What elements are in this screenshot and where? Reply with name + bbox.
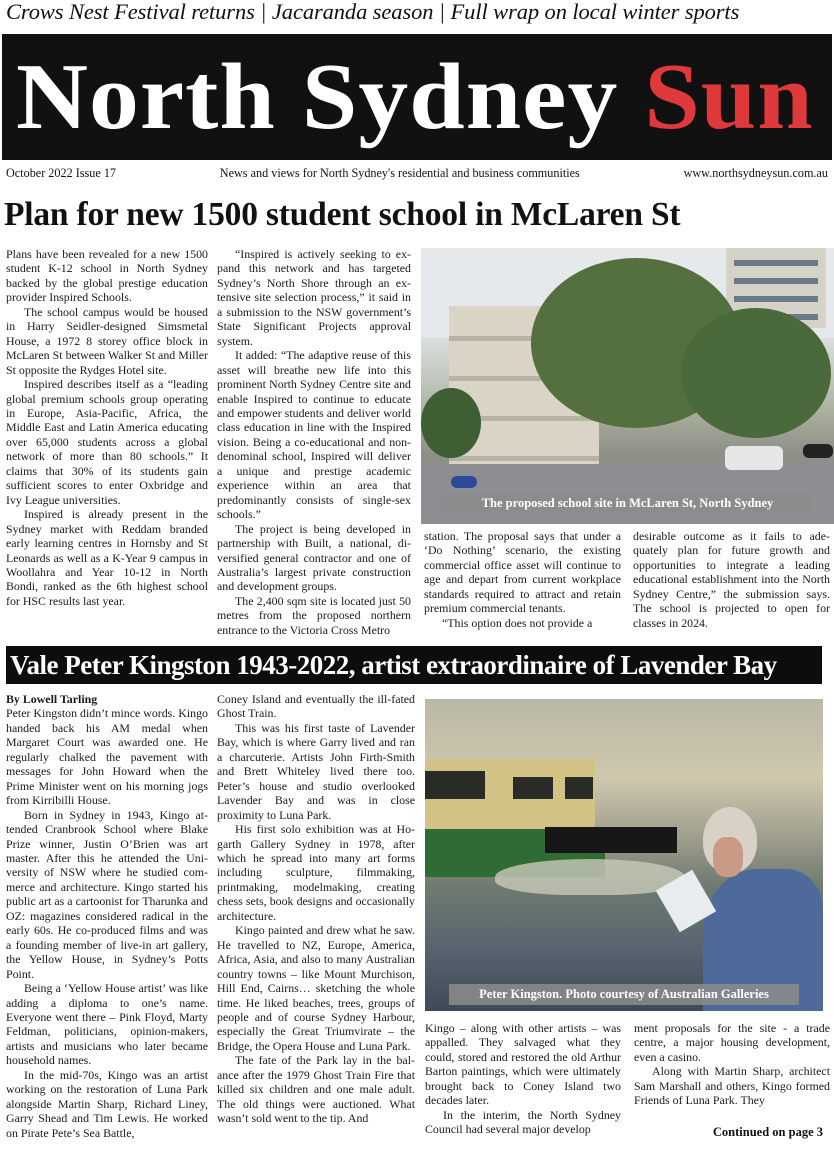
photo-tree — [421, 388, 481, 458]
photo-car — [803, 444, 833, 458]
photo-caption: Peter Kingston. Photo courtesy of Australian Galleries — [449, 984, 799, 1005]
title-main: North Sydney — [16, 45, 645, 149]
website-link[interactable]: www.northsydneysun.com.au — [683, 166, 828, 180]
paragraph: Along with Martin Sharp, architect Sam Marshall and others, Kingo formed Friends of Luna Park. They — [634, 1064, 830, 1108]
school-site-photo — [421, 248, 834, 524]
article1-column-2 — [217, 247, 411, 637]
article2-column-3 — [425, 1021, 621, 1137]
paragraph: The fate of the Park lay in the balance after the 1979 Ghost Train Fire that killed six children and one male adult. The old things were auctioned. What wasn’t sold went to the tip. And — [217, 1053, 415, 1126]
photo-tree — [681, 308, 831, 438]
paragraph: Plans have been revealed for a new 1500 student K-12 school in North Sydney backed by the global prestige education provider Inspired Schools. — [6, 247, 208, 305]
article2-headline: Vale Peter Kingston 1943-2022, artist extraordinaire of Lavender Bay — [6, 646, 822, 684]
issue-date: October 2022 Issue 17 — [6, 166, 117, 180]
article2-column-2 — [217, 692, 415, 1126]
paragraph: “This option does not provide a — [442, 615, 593, 630]
paragraph: station. The proposal says that under a ‘Do Nothing’ scenario, the existing commercial office asset will continue to age and depart from current workplace standards required to attract and retain premium commercial tenants. — [424, 529, 621, 616]
article1-headline: Plan for new 1500 student school in McLaren St — [4, 196, 681, 233]
photo-ferry-bow — [545, 827, 677, 853]
byline: By Lowell Tarling — [6, 692, 98, 706]
paragraph: Born in Sydney in 1943, Kingo attended Cranbrook School where Blake Prize winner, Justin O’Brien was art master. After this he attended the University of NSW where he studied commerce and architecture. Kingo started his public art as a cartoonist for Tharunka and OZ: magazines considered radical in the early 60s. He co-produced films and was a founding member of live-in art gallery, the Yellow House, in Sydney’s Potts Point. — [6, 807, 208, 981]
article1-column-4 — [633, 529, 830, 630]
photo-artist-face — [713, 837, 743, 877]
tagline: News and views for North Sydney's residential and business communities — [219, 166, 580, 180]
paragraph: “Inspired is actively seeking to expand this network and has targeted Sydney’s North Shore through an extensive site selection process,” it said in a submission to the NSW government’s State Significant Projects approval system. — [217, 247, 411, 348]
paragraph: The 2,400 sqm site is located just 50 metres from the proposed northern entrance to the Victoria Cross Metro — [217, 593, 411, 637]
photo-caption: The proposed school site in McLaren St, North Sydney — [445, 493, 810, 514]
paragraph: In the interim, the North Sydney Council had several major develop — [425, 1107, 621, 1137]
paragraph: Inspired describes itself as a “leading global premium schools group operating in Europe, Asia-Pacific, Africa, the Middle East and Latin America educating over 65,000 students across a global network of more than 80 schools.” It claims that 30% of its students gain sufficient scores to enter Oxbridge and Ivy League universities. — [6, 377, 208, 507]
paragraph: In the mid-70s, Kingo was an artist working on the restoration of Luna Park alongside Martin Sharp, Richard Liney, Garry Shead and Tim Lewis. He worked on Pirate Pete’s Sea Battle, — [6, 1067, 208, 1140]
paragraph: Coney Island and eventually the ill-fated Ghost Train. — [217, 692, 415, 721]
article1-column-1 — [6, 247, 208, 608]
article2-column-4 — [634, 1021, 830, 1108]
article2-column-1 — [6, 692, 208, 1140]
paragraph: Peter Kingston didn’t mince words. Kingo handed back his AM medal when Margaret Court was awarded one. He regularly chalked the pavement with messages for John Howard when the Prime Minister went on his morning jogs from Kirribilli House. — [6, 706, 208, 808]
paragraph: The project is being developed in partnership with Built, a national, diversified general contractor and one of Australia’s largest private construction and development groups. — [217, 521, 411, 594]
masthead — [2, 34, 832, 160]
paragraph: Kingo – along with other artists – was appalled. They salvaged what they could, stored and restored the old Arthur Barton paintings, which were ultimately brought back to Coney Island two decades later. — [425, 1021, 621, 1108]
paragraph: This was his first taste of Lavender Bay, which is where Garry lived and ran a charcuterie. Artists John Firth-Smith and Brett Whiteley lived there too. Peter’s house and studio overlooked Lavender Bay and was in close proximity to Luna Park. — [217, 720, 415, 822]
newspaper-title — [16, 47, 814, 147]
front-page-teaser: Crows Nest Festival returns | Jacaranda season | Full wrap on local winter sports — [6, 0, 740, 24]
article1-column-3 — [424, 529, 621, 630]
continued-link[interactable]: Continued on page 3 — [712, 1125, 823, 1139]
paragraph: It added: “The adaptive reuse of this asset will breathe new life into this prominent North Sydney Centre site and enable Inspired to continue to educate and empower students and deliver world class education in line with the Inspired vision. Being a co-educational and non-denominal school, Inspired will deliver a unique and prestige academic experience within an area that predominantly consists of single-sex schools.” — [217, 348, 411, 522]
title-accent: Sun — [644, 45, 814, 149]
paragraph: The school campus would be housed in Harry Seidler-designed Simsmetal House, a 1972 8 storey office block in McLaren St between Walker St and Miller St opposite the Rydges Hotel site. — [6, 304, 208, 377]
paragraph: His first solo exhibition was at Hogarth Gallery Sydney in 1978, after which he spread into many art forms including sculpture, filmmaking, printmaking, modelmaking, creating chess sets, book designs and occasionally architecture. — [217, 822, 415, 923]
paragraph: Inspired is already present in the Sydney market with Reddam branded early learning centres in Hornsby and St Leonards as well as a K-Year 9 campus in Woollahra and Year 10-12 in North Bondi, ranked as the 6th highest school for HSC results last year. — [6, 507, 208, 608]
photo-car — [725, 446, 783, 470]
paragraph: Being a ‘Yellow House artist’ was like adding a diploma to one’s name. Everyone went there – Pink Floyd, Marty Feldman, politicians, opinion-makers, artists and musicians who later became household names. — [6, 981, 208, 1068]
paragraph: ment proposals for the site - a trade centre, a major housing development, even a casino. — [634, 1021, 830, 1064]
paragraph: Kingo painted and drew what he saw. He travelled to NZ, Europe, America, Africa, Asia, and also to many Australian country towns – like Mount Murchison, Hill End, Cairns… sketching the whole time. He liked beaches, trees, groups of people and of course Sydney Harbour, especially the Great Triumvirate – the Bridge, the Opera House and Luna Park. — [217, 923, 415, 1053]
info-bar — [6, 165, 828, 181]
paragraph: desirable outcome as it fails to adequately plan for future growth and opportunities to integrate a leading educational establishment into the North Sydney Centre,” the submission says. The school is projected to open for classes in 2024. — [633, 529, 830, 630]
photo-car — [451, 476, 477, 488]
peter-kingston-photo — [425, 699, 823, 1011]
